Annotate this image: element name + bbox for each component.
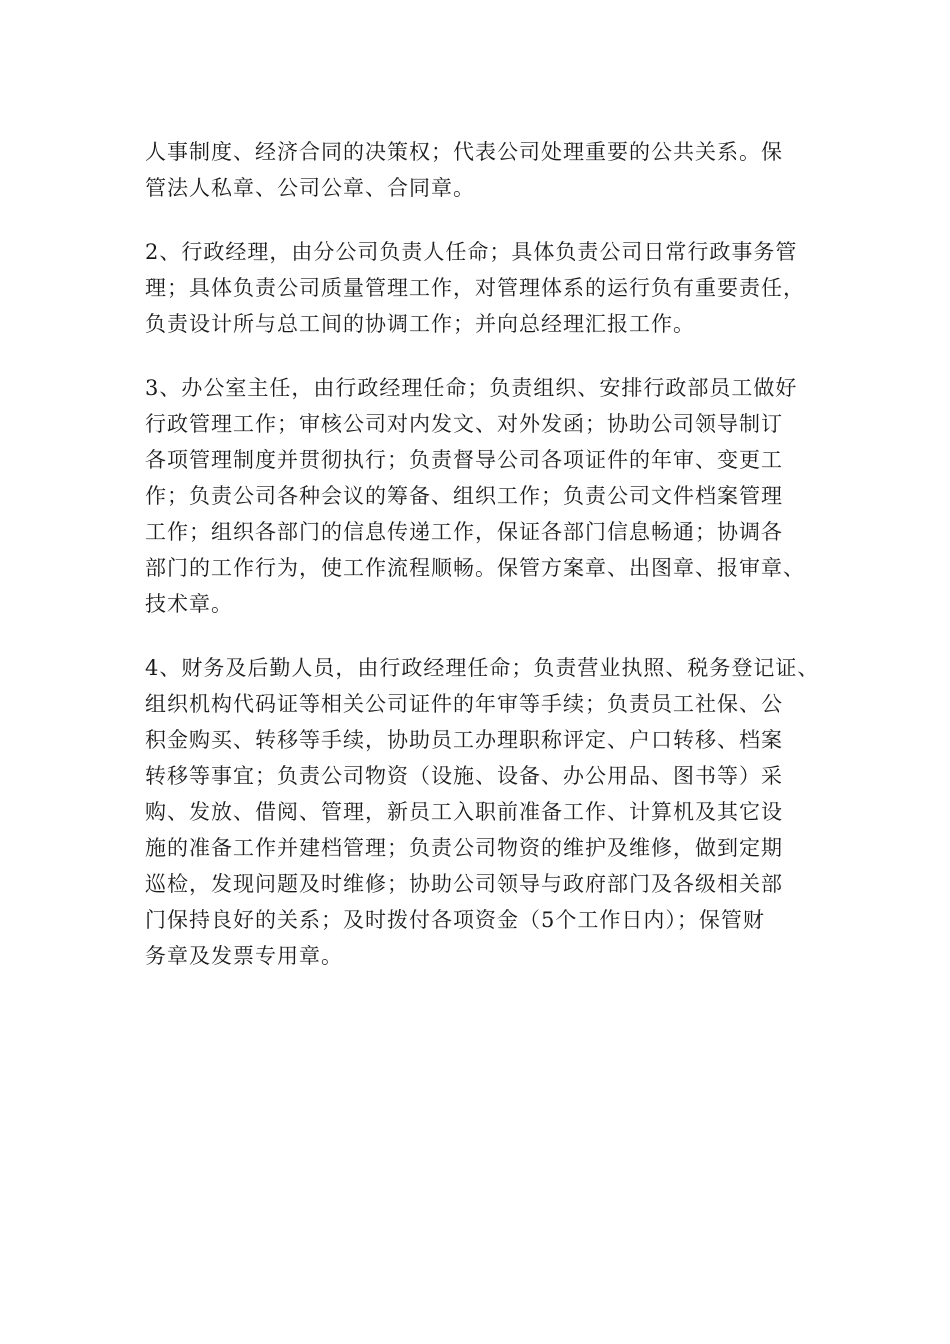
text-line: 门保持良好的关系；及时拨付各项资金（5个工作日内）；保管财 (145, 908, 765, 932)
text-line: 转移等事宜；负责公司物资（设施、设备、办公用品、图书等）采 (145, 764, 783, 788)
text-line: 各项管理制度并贯彻执行；负责督导公司各项证件的年审、变更工 (145, 448, 783, 472)
text-line: 部门的工作行为，使工作流程顺畅。保管方案章、出图章、报审章、 (145, 556, 805, 580)
text-line: 务章及发票专用章。 (145, 944, 343, 968)
paragraph-office-director (145, 370, 825, 622)
text-line: 理；具体负责公司质量管理工作，对管理体系的运行负有重要责任， (145, 276, 805, 300)
text-line: 施的准备工作并建档管理；负责公司物资的维护及维修，做到定期 (145, 836, 783, 860)
text-line: 3、办公室主任，由行政经理任命；负责组织、安排行政部员工做好 (145, 376, 798, 400)
paragraph-spacer (145, 206, 825, 234)
paragraph-spacer (145, 622, 825, 650)
paragraph-administrative-manager (145, 234, 825, 342)
text-line: 管法人私章、公司公章、合同章。 (145, 176, 475, 200)
text-line: 购、发放、借阅、管理，新员工入职前准备工作、计算机及其它设 (145, 800, 783, 824)
text-line: 巡检，发现问题及时维修；协助公司领导与政府部门及各级相关部 (145, 872, 783, 896)
document-body (145, 134, 825, 974)
text-line: 负责设计所与总工间的协调工作；并向总经理汇报工作。 (145, 312, 695, 336)
paragraph-finance-logistics (145, 650, 825, 974)
text-line: 4、财务及后勤人员，由行政经理任命；负责营业执照、税务登记证、 (145, 656, 820, 680)
text-line: 作；负责公司各种会议的筹备、组织工作；负责公司文件档案管理 (145, 484, 783, 508)
text-line: 工作；组织各部门的信息传递工作，保证各部门信息畅通；协调各 (145, 520, 783, 544)
paragraph-spacer (145, 342, 825, 370)
paragraph-general-manager-duties (145, 134, 825, 206)
text-line: 组织机构代码证等相关公司证件的年审等手续；负责员工社保、公 (145, 692, 783, 716)
text-line: 技术章。 (145, 592, 233, 616)
text-line: 积金购买、转移等手续，协助员工办理职称评定、户口转移、档案 (145, 728, 783, 752)
text-line: 人事制度、经济合同的决策权；代表公司处理重要的公共关系。保 (145, 140, 783, 164)
text-line: 行政管理工作；审核公司对内发文、对外发函；协助公司领导制订 (145, 412, 783, 436)
text-line: 2、行政经理，由分公司负责人任命；具体负责公司日常行政事务管 (145, 240, 798, 264)
